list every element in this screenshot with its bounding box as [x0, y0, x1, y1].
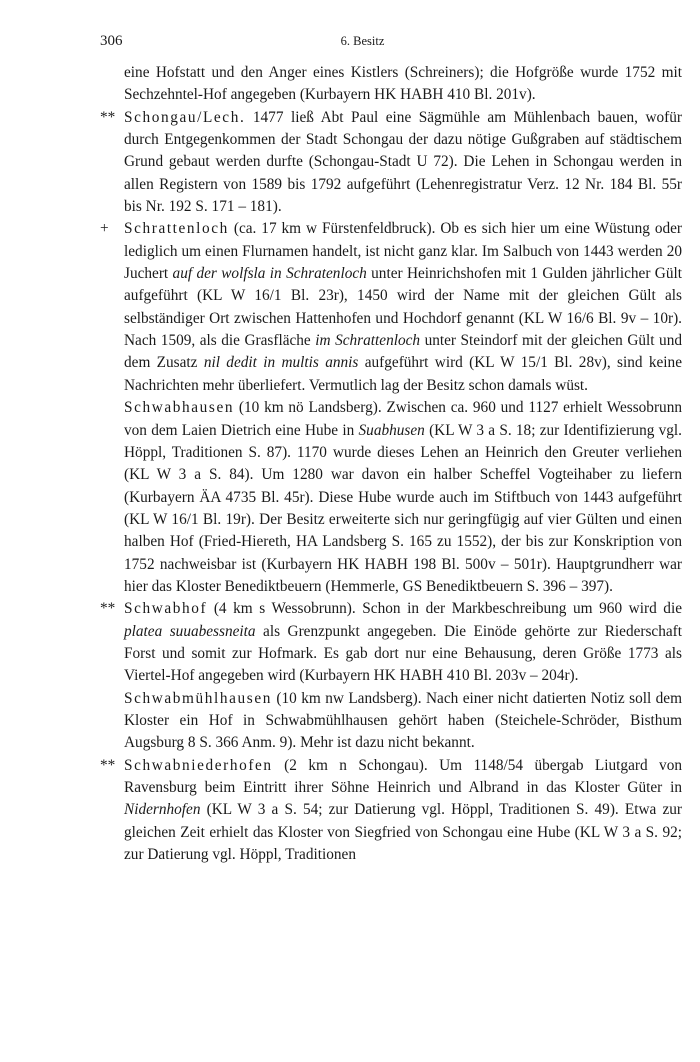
gazetteer-entry: [100, 397, 682, 598]
entry-text: (KL W 3 a S. 18; zur Identifizierung vgl. Höppl, Traditionen S. 87). 1170 wurde dieses Lehen an Heinrich den Greuter verliehen (KL W 3 a S. 84). Um 1280 war davon ein halber Scheffel Vogteihaber zu liefern (Kurbayern ÄA 4735 Bl. 45r). Diese Hube wurde auch im Stiftbuch von 1443 aufgeführt (KL W 16/1 Bl. 19r). Der Besitz erweiterte sich nur geringfügig auf vier Gülten und einen halben Hof (Fried-Hiereth, HA Landsberg S. 165 zu 1552), der bis zur Konskription von 1752 nachweisbar ist (Kurbayern HK HABH 198 Bl. 500v – 501r). Hauptgrundherr war hier das Kloster Benediktbeuern (Hemmerle, GS Benediktbeuern S. 396 – 397).: [124, 421, 683, 595]
place-name: Schwabhof: [124, 600, 208, 618]
italic-quote: Nidernhofen: [124, 801, 201, 819]
entry-text: (10 km nö Landsberg). Zwischen ca. 960 und 1127 erhielt Wessobrunn von dem Laien Dietrich eine Hube in: [124, 399, 682, 439]
entry-text: aufgeführt wird (KL W 15/1 Bl. 28v), sind keine Nachrichten mehr überliefert. Vermutlich lag der Besitz schon damals wüst.: [124, 354, 682, 394]
page-number: 306: [100, 33, 123, 49]
place-name: Schwabniederhofen: [124, 756, 273, 774]
entry-text: als Grenzpunkt angegeben. Die Einöde gehörte zur Riederschaft Forst und somit zur Hofmark. Es gab dort nur eine Behausung, deren Größe 1773 als Viertel-Hof angegeben wird (Kurbayern HK HABH 410 Bl. 203v – 204r).: [124, 622, 683, 685]
entry-marker: **: [100, 108, 116, 126]
entry-text: unter Steindorf mit der gleichen Gült und dem Zusatz: [124, 332, 682, 372]
place-name: Schrattenloch: [124, 220, 229, 238]
entry-marker: **: [100, 756, 116, 774]
place-name: Schwabhausen: [124, 399, 235, 417]
entry-text: (2 km n Schongau). Um 1148/54 übergab Liutgard von Ravensburg beim Eintritt ihrer Söhne Heinrich und Albrand in das Kloster Güter in: [124, 756, 682, 796]
gazetteer-entry: [100, 598, 682, 687]
entry-text: (4 km s Wessobrunn). Schon in der Markbeschreibung um 960 wird die: [207, 600, 682, 618]
entry-text: unter Heinrichshofen mit 1 Gulden jährlicher Gült aufgeführt (KL W 16/1 Bl. 23r), 1450 wird der Name mit der gleichen Gült als selbständiger Ort zwischen Hattenhofen und Hochdorf genannt (KL W 16/6 Bl. 9v – 10r). Nach 1509, als die Grasfläche: [124, 265, 682, 350]
entry-text: (KL W 3 a S. 54; zur Datierung vgl. Höppl, Traditionen S. 49). Etwa zur gleichen Zeit erhielt das Kloster von Siegfried von Schongau eine Hube (KL W 3 a S. 92; zur Datierung vgl. Höppl, Traditionen: [124, 801, 682, 864]
page-body: [100, 62, 682, 866]
entry-text: eine Hofstatt und den Anger eines Kistlers (Schreiners); die Hofgröße wurde 1752 mit Sechzehntel-Hof angegeben (Kurbayern HK HABH 410 Bl. 201v).: [124, 64, 682, 104]
entry-text: (ca. 17 km w Fürstenfeldbruck). Ob es sich hier um eine Wüstung oder lediglich um einen Flurnamen handelt, ist nicht ganz klar. Im Salbuch von 1443 werden 20 Juchert: [124, 220, 682, 283]
entry-marker: +: [100, 220, 109, 238]
gazetteer-entry: [100, 755, 682, 867]
italic-quote: platea suuabessneita: [124, 622, 256, 640]
entry-marker: **: [100, 600, 116, 618]
place-name: Schongau/Lech.: [124, 108, 246, 126]
place-name: Schwabmühlhausen: [124, 689, 272, 707]
running-head: 6. Besitz: [340, 34, 385, 48]
italic-quote: nil dedit in multis annis: [203, 354, 359, 372]
entry-text: (10 km nw Landsberg). Nach einer nicht datierten Notiz soll dem Kloster ein Hof in Schwabmühlhausen gehört haben (Steichele-Schröder, Bisthum Augsburg 8 S. 366 Anm. 9). Mehr ist dazu nicht bekannt.: [124, 689, 682, 752]
italic-quote: im Schrattenloch: [315, 332, 421, 350]
page-header: [100, 33, 625, 55]
entry-text: 1477 ließ Abt Paul eine Sägmühle am Mühlenbach bauen, wofür durch Entgegenkommen der Stadt Schongau der dazu nötige Gußgraben auf städtischem Grund gebaut werden durfte (Schongau-Stadt U 72). Die Lehen in Schongau werden in allen Registern von 1589 bis 1792 aufgeführt (Lehenregistratur Verz. 12 Nr. 184 Bl. 55r bis Nr. 192 S. 171 – 181).: [124, 108, 682, 216]
italic-quote: Suabhusen: [358, 421, 425, 439]
gazetteer-entry: [100, 688, 682, 755]
gazetteer-entry: [100, 62, 682, 107]
gazetteer-entry: [100, 107, 682, 219]
gazetteer-entry: [100, 218, 682, 397]
italic-quote: auf der wolfsla in Schratenloch: [172, 265, 367, 283]
